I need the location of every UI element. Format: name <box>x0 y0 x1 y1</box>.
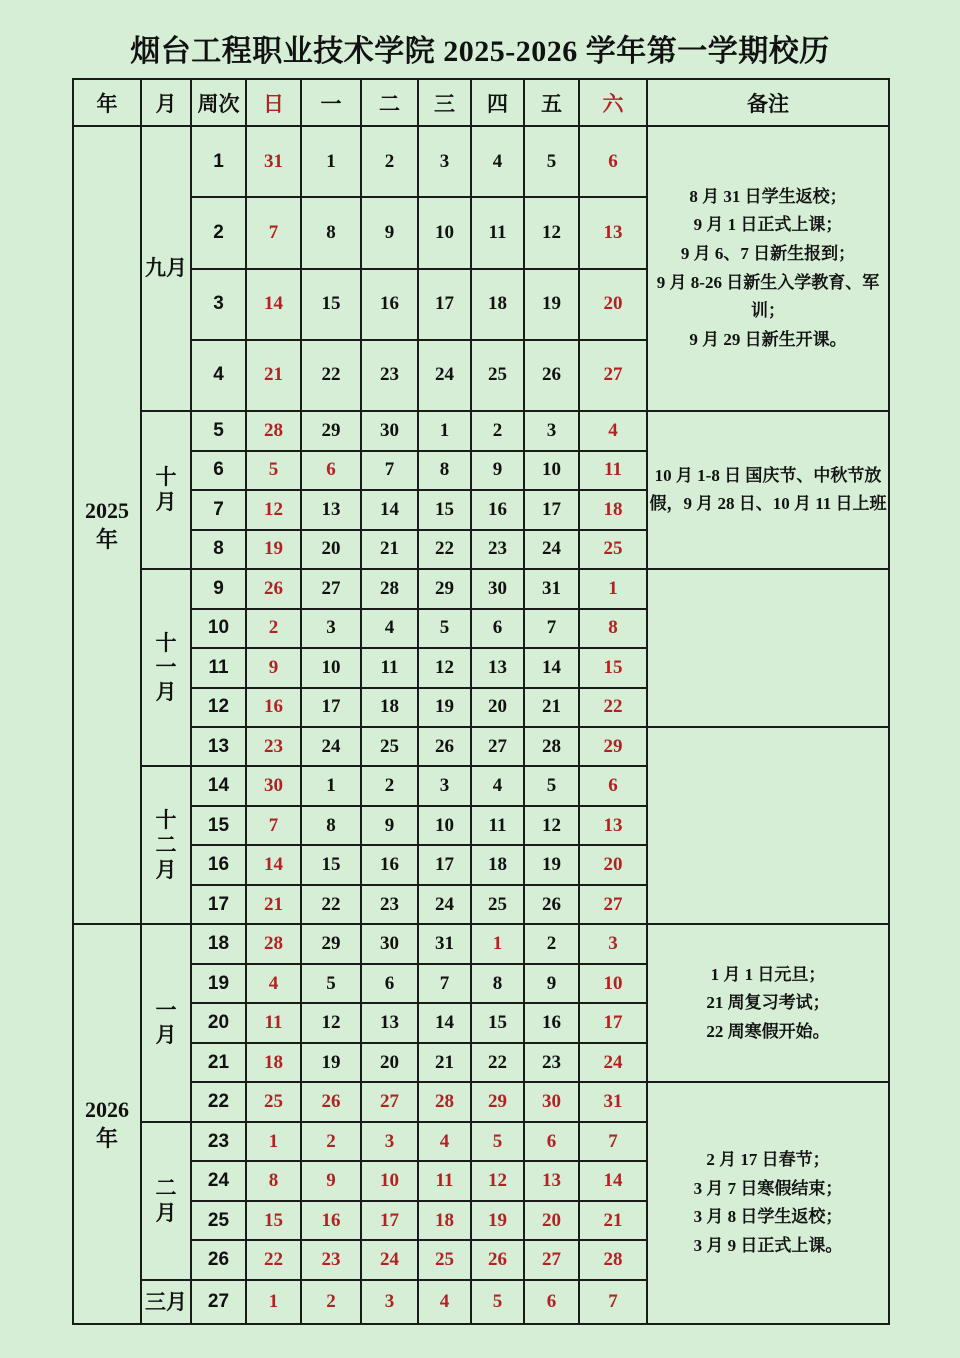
date-cell: 19 <box>418 688 471 727</box>
date-cell: 22 <box>579 688 647 727</box>
date-cell: 21 <box>361 530 418 569</box>
date-cell: 31 <box>246 126 301 197</box>
date-cell: 5 <box>524 126 579 197</box>
week-row-13 <box>73 727 889 766</box>
date-cell: 1 <box>246 1122 301 1161</box>
text-line: 十 <box>155 630 177 655</box>
text-line: 十 <box>155 808 177 833</box>
text-line: 1 月 1 日元旦； <box>710 964 826 984</box>
date-cell: 18 <box>471 845 524 884</box>
date-cell: 25 <box>361 727 418 766</box>
date-cell: 2 <box>361 126 418 197</box>
text-line: 月 <box>155 680 177 705</box>
date-cell: 13 <box>471 648 524 687</box>
text-line: 9 月 8-26 日新生入学教育、军训； <box>656 272 880 321</box>
date-cell: 21 <box>246 340 301 411</box>
date-cell: 22 <box>471 1043 524 1082</box>
date-cell: 10 <box>418 197 471 268</box>
date-cell: 20 <box>579 269 647 340</box>
text-line: 月 <box>155 1023 177 1048</box>
text-line: 9 月 1 日正式上课； <box>693 215 843 235</box>
week-number: 22 <box>191 1082 246 1121</box>
text-line: 3 月 8 日学生返校； <box>693 1207 843 1227</box>
text-line: 月 <box>155 857 177 882</box>
date-cell: 20 <box>524 1201 579 1240</box>
date-cell: 11 <box>471 806 524 845</box>
date-cell: 25 <box>246 1082 301 1121</box>
date-cell: 24 <box>301 727 361 766</box>
week-number: 7 <box>191 490 246 529</box>
date-cell: 3 <box>418 126 471 197</box>
date-cell: 6 <box>579 766 647 805</box>
text-line: 3 月 9 日正式上课。 <box>693 1235 843 1255</box>
date-cell: 15 <box>579 648 647 687</box>
date-cell: 30 <box>361 924 418 963</box>
text-line: 二 <box>155 833 177 858</box>
date-cell: 29 <box>301 411 361 450</box>
date-cell: 2 <box>471 411 524 450</box>
date-cell: 8 <box>301 806 361 845</box>
date-cell: 11 <box>579 451 647 490</box>
date-cell: 19 <box>246 530 301 569</box>
date-cell: 25 <box>471 340 524 411</box>
date-cell: 2 <box>524 924 579 963</box>
text-line: 8 月 31 日学生返校； <box>689 186 847 206</box>
date-cell: 19 <box>471 1201 524 1240</box>
date-cell: 9 <box>246 648 301 687</box>
date-cell: 26 <box>246 569 301 608</box>
date-cell: 28 <box>579 1240 647 1279</box>
date-cell: 12 <box>471 1161 524 1200</box>
date-cell: 15 <box>471 1003 524 1042</box>
date-cell: 16 <box>246 688 301 727</box>
date-cell: 12 <box>524 197 579 268</box>
date-cell: 23 <box>246 727 301 766</box>
date-cell: 7 <box>579 1280 647 1324</box>
date-cell: 9 <box>361 806 418 845</box>
text-line: 二 <box>155 1176 177 1201</box>
week-row-1 <box>73 126 889 197</box>
date-cell: 22 <box>301 340 361 411</box>
date-cell: 13 <box>579 806 647 845</box>
date-cell: 6 <box>361 964 418 1003</box>
date-cell: 22 <box>418 530 471 569</box>
date-cell: 14 <box>246 845 301 884</box>
text-line: 10 月 1-8 日 国庆节、中秋节放假，9 月 28 日、10 月 11 日上班 <box>649 465 887 514</box>
date-cell: 20 <box>471 688 524 727</box>
date-cell: 1 <box>301 126 361 197</box>
date-cell: 29 <box>471 1082 524 1121</box>
date-cell: 3 <box>524 411 579 450</box>
week-number: 24 <box>191 1161 246 1200</box>
date-cell: 21 <box>418 1043 471 1082</box>
month-label <box>141 924 191 1121</box>
date-cell: 8 <box>246 1161 301 1200</box>
date-cell: 12 <box>246 490 301 529</box>
date-cell: 27 <box>524 1240 579 1279</box>
date-cell: 14 <box>579 1161 647 1200</box>
date-cell: 3 <box>361 1122 418 1161</box>
date-cell: 17 <box>418 269 471 340</box>
week-number: 15 <box>191 806 246 845</box>
date-cell: 29 <box>301 924 361 963</box>
text-line: 一 <box>155 655 177 680</box>
header-monday: 一 <box>301 79 361 126</box>
date-cell: 22 <box>301 885 361 924</box>
date-cell: 1 <box>471 924 524 963</box>
date-cell: 11 <box>361 648 418 687</box>
date-cell: 30 <box>524 1082 579 1121</box>
header-week: 周次 <box>191 79 246 126</box>
date-cell: 26 <box>301 1082 361 1121</box>
date-cell: 29 <box>579 727 647 766</box>
header-sunday: 日 <box>246 79 301 126</box>
remark-note <box>647 126 889 411</box>
month-label <box>141 126 191 411</box>
date-cell: 8 <box>301 197 361 268</box>
date-cell: 7 <box>418 964 471 1003</box>
month-label <box>141 1122 191 1280</box>
date-cell: 27 <box>579 340 647 411</box>
date-cell: 5 <box>471 1122 524 1161</box>
month-label <box>141 569 191 766</box>
calendar-table <box>72 78 890 1325</box>
page-title: 烟台工程职业技术学院 2025-2026 学年第一学期校历 <box>130 35 830 68</box>
date-cell: 5 <box>524 766 579 805</box>
header-tuesday: 二 <box>361 79 418 126</box>
week-number: 16 <box>191 845 246 884</box>
week-number: 5 <box>191 411 246 450</box>
week-row-9 <box>73 569 889 608</box>
date-cell: 23 <box>471 530 524 569</box>
date-cell: 29 <box>418 569 471 608</box>
date-cell: 27 <box>579 885 647 924</box>
date-cell: 31 <box>418 924 471 963</box>
date-cell: 28 <box>246 924 301 963</box>
text-line: 2 月 17 日春节； <box>706 1150 830 1170</box>
date-cell: 4 <box>418 1122 471 1161</box>
week-number: 19 <box>191 964 246 1003</box>
date-cell: 1 <box>579 569 647 608</box>
date-cell: 12 <box>301 1003 361 1042</box>
week-number: 10 <box>191 609 246 648</box>
date-cell: 28 <box>361 569 418 608</box>
date-cell: 27 <box>471 727 524 766</box>
remark-note <box>647 1082 889 1324</box>
date-cell: 2 <box>301 1280 361 1324</box>
date-cell: 4 <box>471 126 524 197</box>
week-number: 27 <box>191 1280 246 1324</box>
date-cell: 28 <box>418 1082 471 1121</box>
text-line: 年 <box>95 1126 118 1152</box>
date-cell: 14 <box>418 1003 471 1042</box>
text-line: 9 月 29 日新生开课。 <box>689 329 847 349</box>
week-number: 21 <box>191 1043 246 1082</box>
week-number: 13 <box>191 727 246 766</box>
header-month: 月 <box>141 79 191 126</box>
date-cell: 2 <box>301 1122 361 1161</box>
date-cell: 26 <box>418 727 471 766</box>
week-row-18 <box>73 924 889 963</box>
date-cell: 11 <box>418 1161 471 1200</box>
date-cell: 30 <box>246 766 301 805</box>
date-cell: 18 <box>579 490 647 529</box>
date-cell: 15 <box>246 1201 301 1240</box>
date-cell: 30 <box>361 411 418 450</box>
date-cell: 5 <box>301 964 361 1003</box>
text-line: 22 周寒假开始。 <box>706 1021 830 1041</box>
date-cell: 31 <box>579 1082 647 1121</box>
week-number: 2 <box>191 197 246 268</box>
date-cell: 19 <box>524 845 579 884</box>
date-cell: 16 <box>361 845 418 884</box>
date-cell: 4 <box>361 609 418 648</box>
date-cell: 7 <box>524 609 579 648</box>
date-cell: 9 <box>524 964 579 1003</box>
date-cell: 18 <box>246 1043 301 1082</box>
month-label <box>141 766 191 924</box>
text-line: 三月 <box>145 1289 187 1314</box>
header-thursday: 四 <box>471 79 524 126</box>
date-cell: 15 <box>301 845 361 884</box>
date-cell: 23 <box>524 1043 579 1082</box>
header-wednesday: 三 <box>418 79 471 126</box>
date-cell: 25 <box>471 885 524 924</box>
text-line: 2025 <box>85 497 129 523</box>
week-row-22 <box>73 1082 889 1121</box>
week-number: 4 <box>191 340 246 411</box>
date-cell: 13 <box>579 197 647 268</box>
date-cell: 17 <box>301 688 361 727</box>
date-cell: 4 <box>471 766 524 805</box>
date-cell: 8 <box>579 609 647 648</box>
header-remark: 备注 <box>647 79 889 126</box>
date-cell: 6 <box>524 1122 579 1161</box>
date-cell: 9 <box>471 451 524 490</box>
date-cell: 12 <box>418 648 471 687</box>
date-cell: 25 <box>579 530 647 569</box>
date-cell: 24 <box>418 885 471 924</box>
date-cell: 10 <box>418 806 471 845</box>
text-line: 21 周复习考试； <box>706 993 830 1013</box>
date-cell: 17 <box>524 490 579 529</box>
remark-note <box>647 411 889 569</box>
date-cell: 5 <box>246 451 301 490</box>
date-cell: 9 <box>301 1161 361 1200</box>
date-cell: 6 <box>524 1280 579 1324</box>
text-line: 十 <box>155 465 177 490</box>
date-cell: 10 <box>524 451 579 490</box>
date-cell: 7 <box>361 451 418 490</box>
date-cell: 31 <box>524 569 579 608</box>
date-cell: 12 <box>524 806 579 845</box>
date-cell: 24 <box>579 1043 647 1082</box>
year-label <box>73 924 141 1324</box>
date-cell: 20 <box>579 845 647 884</box>
text-line: 九月 <box>145 256 187 281</box>
date-cell: 6 <box>579 126 647 197</box>
date-cell: 17 <box>361 1201 418 1240</box>
date-cell: 16 <box>524 1003 579 1042</box>
week-number: 9 <box>191 569 246 608</box>
remark-note <box>647 924 889 1082</box>
week-number: 3 <box>191 269 246 340</box>
text-line: 9 月 6、7 日新生报到； <box>680 244 856 263</box>
date-cell: 21 <box>246 885 301 924</box>
date-cell: 15 <box>418 490 471 529</box>
month-label <box>141 411 191 569</box>
date-cell: 26 <box>524 885 579 924</box>
remark-note <box>647 727 889 924</box>
date-cell: 16 <box>471 490 524 529</box>
date-cell: 25 <box>418 1240 471 1279</box>
text-line: 年 <box>95 527 118 553</box>
week-row-5 <box>73 411 889 450</box>
header-saturday: 六 <box>579 79 647 126</box>
week-number: 14 <box>191 766 246 805</box>
date-cell: 5 <box>471 1280 524 1324</box>
date-cell: 4 <box>418 1280 471 1324</box>
date-cell: 13 <box>361 1003 418 1042</box>
week-number: 23 <box>191 1122 246 1161</box>
week-number: 17 <box>191 885 246 924</box>
week-number: 25 <box>191 1201 246 1240</box>
date-cell: 24 <box>524 530 579 569</box>
date-cell: 26 <box>471 1240 524 1279</box>
date-cell: 1 <box>246 1280 301 1324</box>
week-number: 11 <box>191 648 246 687</box>
date-cell: 27 <box>301 569 361 608</box>
date-cell: 6 <box>301 451 361 490</box>
date-cell: 1 <box>301 766 361 805</box>
date-cell: 9 <box>361 197 418 268</box>
date-cell: 6 <box>471 609 524 648</box>
date-cell: 23 <box>361 340 418 411</box>
date-cell: 3 <box>418 766 471 805</box>
date-cell: 17 <box>579 1003 647 1042</box>
date-cell: 22 <box>246 1240 301 1279</box>
date-cell: 3 <box>579 924 647 963</box>
date-cell: 3 <box>361 1280 418 1324</box>
date-cell: 23 <box>361 885 418 924</box>
date-cell: 24 <box>418 340 471 411</box>
date-cell: 11 <box>246 1003 301 1042</box>
date-cell: 1 <box>418 411 471 450</box>
remark-note <box>647 569 889 727</box>
calendar-body <box>73 126 889 1324</box>
date-cell: 14 <box>524 648 579 687</box>
date-cell: 13 <box>524 1161 579 1200</box>
date-cell: 8 <box>418 451 471 490</box>
date-cell: 28 <box>524 727 579 766</box>
date-cell: 14 <box>246 269 301 340</box>
week-number: 1 <box>191 126 246 197</box>
date-cell: 18 <box>418 1201 471 1240</box>
date-cell: 3 <box>301 609 361 648</box>
date-cell: 20 <box>301 530 361 569</box>
header-row <box>73 79 889 126</box>
date-cell: 17 <box>418 845 471 884</box>
date-cell: 7 <box>246 806 301 845</box>
month-label <box>141 1280 191 1324</box>
date-cell: 5 <box>418 609 471 648</box>
date-cell: 21 <box>579 1201 647 1240</box>
date-cell: 24 <box>361 1240 418 1279</box>
date-cell: 28 <box>246 411 301 450</box>
date-cell: 19 <box>524 269 579 340</box>
week-number: 12 <box>191 688 246 727</box>
text-line: 月 <box>155 1200 177 1225</box>
date-cell: 7 <box>246 197 301 268</box>
date-cell: 4 <box>579 411 647 450</box>
text-line: 一 <box>155 998 177 1023</box>
date-cell: 2 <box>361 766 418 805</box>
week-number: 18 <box>191 924 246 963</box>
date-cell: 10 <box>361 1161 418 1200</box>
date-cell: 14 <box>361 490 418 529</box>
date-cell: 8 <box>471 964 524 1003</box>
date-cell: 27 <box>361 1082 418 1121</box>
date-cell: 2 <box>246 609 301 648</box>
week-number: 6 <box>191 451 246 490</box>
week-number: 8 <box>191 530 246 569</box>
date-cell: 4 <box>246 964 301 1003</box>
header-year: 年 <box>73 79 141 126</box>
date-cell: 23 <box>301 1240 361 1279</box>
date-cell: 19 <box>301 1043 361 1082</box>
date-cell: 16 <box>301 1201 361 1240</box>
date-cell: 26 <box>524 340 579 411</box>
date-cell: 30 <box>471 569 524 608</box>
text-line: 2026 <box>85 1096 129 1122</box>
date-cell: 18 <box>471 269 524 340</box>
date-cell: 10 <box>579 964 647 1003</box>
header-friday: 五 <box>524 79 579 126</box>
date-cell: 15 <box>301 269 361 340</box>
date-cell: 16 <box>361 269 418 340</box>
year-label <box>73 126 141 924</box>
week-number: 20 <box>191 1003 246 1042</box>
text-line: 月 <box>155 490 177 515</box>
date-cell: 18 <box>361 688 418 727</box>
date-cell: 11 <box>471 197 524 268</box>
date-cell: 13 <box>301 490 361 529</box>
date-cell: 7 <box>579 1122 647 1161</box>
week-number: 26 <box>191 1240 246 1279</box>
date-cell: 10 <box>301 648 361 687</box>
text-line: 3 月 7 日寒假结束； <box>693 1178 843 1198</box>
date-cell: 21 <box>524 688 579 727</box>
date-cell: 20 <box>361 1043 418 1082</box>
